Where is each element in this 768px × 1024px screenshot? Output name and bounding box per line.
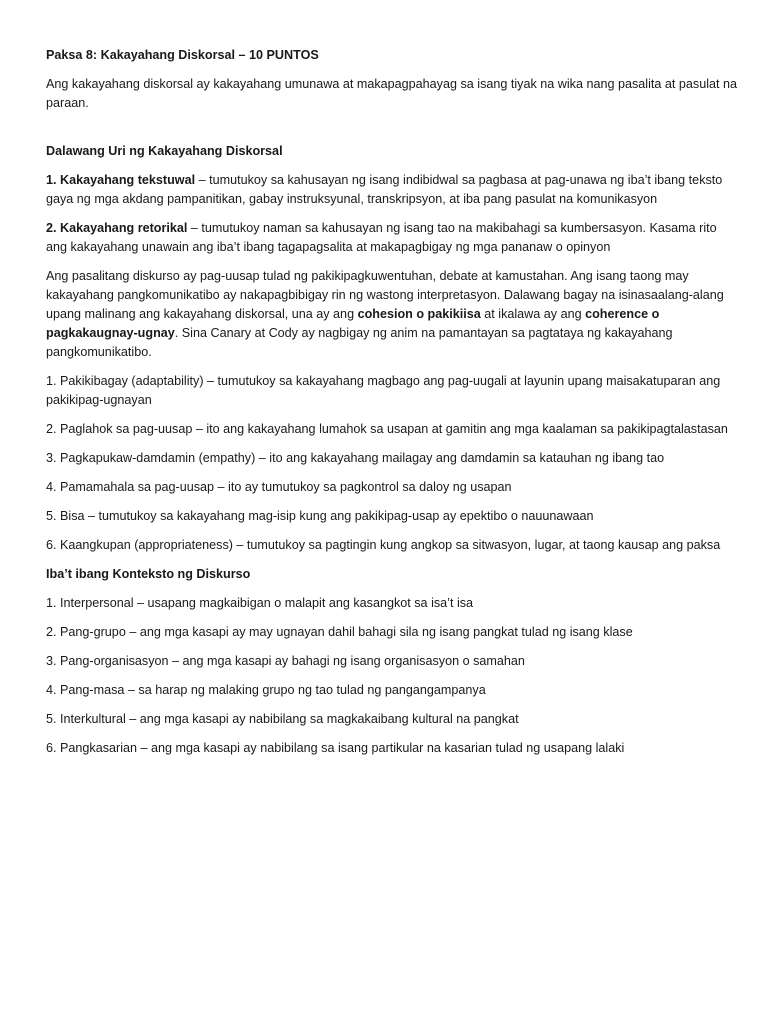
- context-item: 1. Interpersonal – usapang magkaibigan o malapit ang kasangkot sa isa’t isa: [46, 596, 474, 610]
- cohesion-term: cohesion o pakikiisa: [357, 307, 481, 321]
- context-item: 6. Pangkasarian – ang mga kasapi ay nabibilang sa isang partikular na kasarian tulad ng usapang lalaki: [46, 741, 625, 755]
- criteria-item: 6. Kaangkupan (appropriateness) – tumutukoy sa pagtingin kung angkop sa sitwasyon, lugar, at taong kausap ang paksa: [46, 538, 721, 552]
- type-rhetorical-term: 2. Kakayahang retorikal: [46, 221, 188, 235]
- criteria-item: 4. Pamamahala sa pag-uusap – ito ay tumutukoy sa pagkontrol sa daloy ng usapan: [46, 480, 512, 494]
- intro-paragraph: Ang kakayahang diskorsal ay kakayahang umunawa at makapagpahayag sa isang tiyak na wika nang pasalita at pasulat na paraan.: [46, 77, 738, 110]
- type-rhetorical-desc: – tumutukoy naman sa kahusayan ng isang tao na makibahagi sa kumbersasyon. Kasama rito ang kakayahang unawain ang iba’t ibang tagapagsalita at makapagbigay ng mga pananaw o opinyon: [46, 221, 717, 254]
- section-heading-contexts: Iba’t ibang Konteksto ng Diskurso: [46, 567, 251, 581]
- discourse-text-3: . Sina Canary at Cody ay nagbigay ng anim na pamantayan sa pagtataya ng kakayahang pangkomunikatibo.: [46, 326, 673, 359]
- context-item: 2. Pang-grupo – ang mga kasapi ay may ugnayan dahil bahagi sila ng isang pangkat tulad ng isang klase: [46, 625, 633, 639]
- criteria-item: 5. Bisa – tumutukoy sa kakayahang mag-isip kung ang pakikipag-usap ay epektibo o nauunawaan: [46, 509, 594, 523]
- discourse-paragraph: [46, 267, 738, 362]
- document-title: Paksa 8: Kakayahang Diskorsal – 10 PUNTOS: [46, 48, 319, 62]
- type-rhetorical-item: [46, 219, 738, 257]
- criteria-item: 2. Paglahok sa pag-uusap – ito ang kakayahang lumahok sa usapan at gamitin ang mga kaalaman sa pakikipagtalastasan: [46, 422, 728, 436]
- discourse-text-2: at ikalawa ay ang: [480, 307, 586, 321]
- coherence-term: coherence o pagkakaugnay-ugnay: [46, 307, 660, 340]
- context-item: 3. Pang-organisasyon – ang mga kasapi ay bahagi ng isang organisasyon o samahan: [46, 654, 525, 668]
- type-textual-desc: – tumutukoy sa kahusayan ng isang indibidwal sa pagbasa at pag-unawa ng iba’t ibang teksto gaya ng mga akdang pampanitikan, gabay instruksyunal, transkripsyon, at iba pang pasulat na komunikasyon: [46, 173, 723, 206]
- type-textual-term: 1. Kakayahang tekstuwal: [46, 173, 196, 187]
- criteria-item: 1. Pakikibagay (adaptability) – tumutukoy sa kakayahang magbago ang pag-uugali at layunin upang maisakatuparan ang pakikipag-ugnayan: [46, 374, 721, 407]
- criteria-item: 3. Pagkapukaw-damdamin (empathy) – ito ang kakayahang mailagay ang damdamin sa katauhan ng ibang tao: [46, 451, 665, 465]
- type-textual-item: [46, 171, 738, 209]
- discourse-text-1: Ang pasalitang diskurso ay pag-uusap tulad ng pakikipagkuwentuhan, debate at kamustahan. Ang isang taong may kakayahang pangkomunikatibo ay nakapagbibigay rin ng wastong interpretasyon. Dalawang bagay na isinasaalang-alang upang malinang ang kakayahang diskorsal, una ay ang: [46, 269, 724, 321]
- section-heading-types: Dalawang Uri ng Kakayahang Diskorsal: [46, 144, 283, 158]
- context-item: 5. Interkultural – ang mga kasapi ay nabibilang sa magkakaibang kultural na pangkat: [46, 712, 519, 726]
- context-item: 4. Pang-masa – sa harap ng malaking grupo ng tao tulad ng pangangampanya: [46, 683, 486, 697]
